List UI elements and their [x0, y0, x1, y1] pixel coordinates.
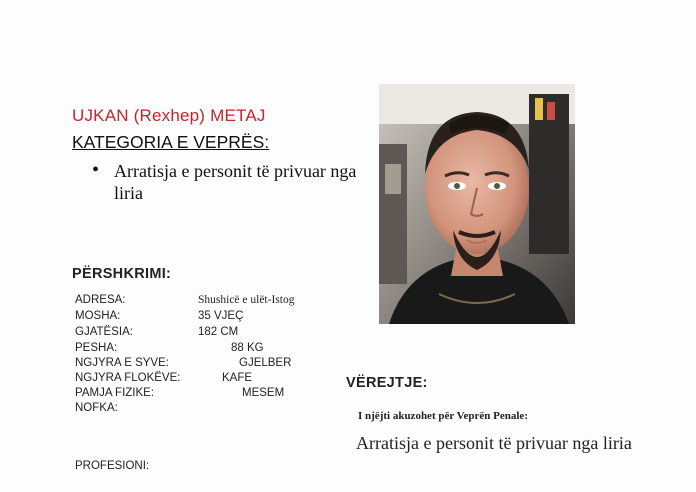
- field-label-build: PAMJA FIZIKE:: [75, 387, 155, 399]
- profession-label: PROFESIONI:: [75, 460, 150, 472]
- remarks-title: VËREJTJE:: [346, 375, 428, 391]
- remarks-note: I njëjti akuzohet për Veprën Penale:: [358, 410, 528, 422]
- category-label: KATEGORIA E VEPRËS:: [72, 132, 270, 152]
- field-value-weight: 88 KG: [231, 342, 264, 354]
- field-value-height: 182 CM: [198, 326, 239, 338]
- field-label-height: GJATËSIA:: [75, 326, 133, 338]
- field-value-age: 35 VJEÇ: [198, 310, 244, 322]
- remarks-text: Arratisja e personit të privuar nga liria: [356, 433, 632, 453]
- field-label-eye-color: NGJYRA E SYVE:: [75, 357, 169, 369]
- field-label-hair-color: NGJYRA FLOKËVE:: [75, 372, 181, 384]
- field-label-weight: PESHA:: [75, 342, 118, 354]
- field-value-address: Shushicë e ulët-Istog: [198, 294, 295, 306]
- person-name: UJKAN (Rexhep) METAJ: [72, 106, 266, 125]
- category-list: [90, 160, 370, 204]
- person-photo: [379, 84, 575, 324]
- person-photo-icon: [379, 84, 575, 324]
- category-item: • Arratisja e personit të privuar nga liria: [90, 160, 370, 204]
- field-label-age: MOSHA:: [75, 310, 121, 322]
- description-title: PËRSHKRIMI:: [72, 266, 172, 282]
- field-label-nickname: NOFKA:: [75, 402, 118, 414]
- field-value-hair-color: KAFE: [222, 372, 253, 384]
- field-label-address: ADRESA:: [75, 294, 126, 306]
- field-value-eye-color: GJELBER: [239, 357, 292, 369]
- field-value-build: MESEM: [242, 387, 285, 399]
